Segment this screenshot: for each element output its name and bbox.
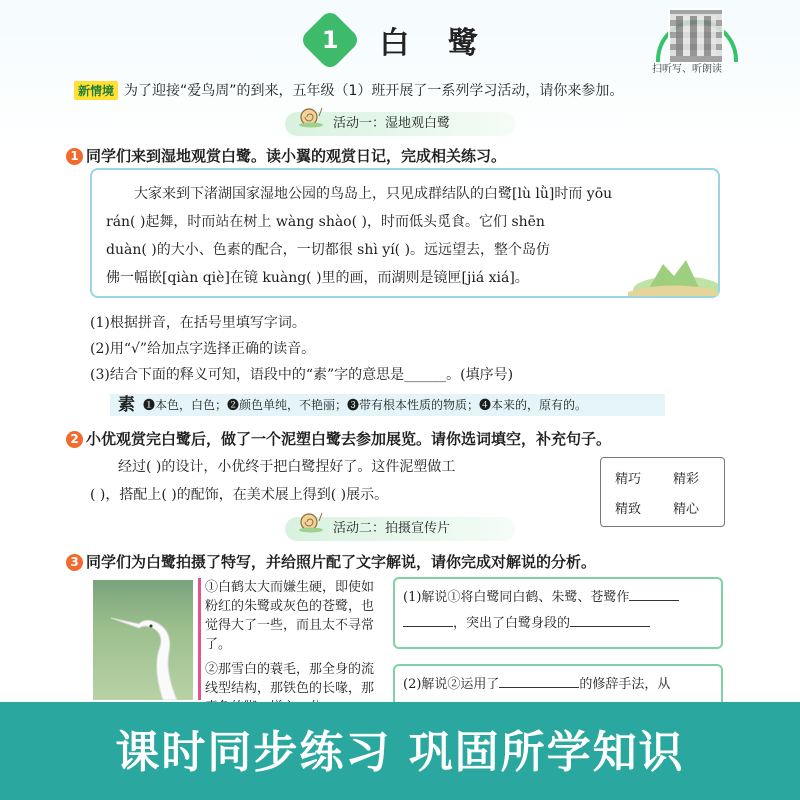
question-2-text: 小优观赏完白鹭后，做了一个泥塑白鹭去参加展览。请你选词填空，补充句子。 [86,430,612,448]
question-number-2: 2 [66,431,83,448]
analysis-1-part-b: ，突出了白鹭身段的 [453,616,571,631]
analysis-2-part-b: 的修辞手法，从 [579,677,671,692]
q1-sub-1: (1)根据拼音，在括号里填写字词。 [90,315,306,331]
egret-illustration [93,580,193,700]
question-number-3: 3 [66,554,83,571]
word-option: 精心 [673,502,700,517]
question-1-head [66,145,506,166]
definition-char: 素 [118,395,135,415]
scene-tag: 新情境 [74,81,118,100]
question-number-1: 1 [66,148,83,165]
q2-line-1: 经过( )的设计，小优终于把白鹭捏好了。这件泥塑做工 [118,459,456,475]
word-option: 精巧 [615,472,642,487]
passage-line: rán( )起舞，时而站在树上 wàng shào( )，时而低头觅食。它们 shēn [106,214,545,230]
hill-illustration [608,250,718,296]
question-1-text: 同学们来到湿地观赏白鹭。读小翼的观赏日记，完成相关练习。 [86,147,507,165]
word-option: 精致 [615,502,642,517]
scene-intro [74,80,623,100]
caption-1: ①白鹤太大而嫌生硬，即使如粉红的朱鹭或灰色的苍鹭，也觉得大了一些，而且太不寻常了。 [205,580,375,652]
qr-code[interactable] [668,8,724,64]
activity-banner-1 [285,112,515,136]
answer-blank[interactable] [629,600,679,601]
scene-text: 为了迎接“爱鸟周”的到来，五年级（1）班开展了一系列学习活动，请你来参加。 [124,83,624,99]
snail-icon [295,104,325,128]
q1-sub-3: (3)结合下面的释义可知，语段中的“素”字的意思是______。(填序号) [90,367,514,383]
lesson-number-badge: 1 [299,9,361,71]
question-2-head [66,428,611,449]
footer-slogan: 课时同步练习 巩固所学知识 [115,727,685,778]
analysis-2-part-a: (2)解说②运用了 [403,677,500,692]
qr-caption: 扫听写、听朗读 [652,64,722,75]
lesson-title: 白 鹭 [379,26,492,61]
passage-line: 大家来到下渚湖国家湿地公园的鸟岛上，只见成群结队的白鹭[lù lǜ]时而 yōu [134,186,613,202]
definition-line [110,394,665,416]
snail-icon [295,509,325,533]
answer-blank[interactable] [403,626,453,627]
word-option: 精彩 [673,472,700,487]
activity-banner-2 [285,517,515,541]
answer-blank[interactable] [570,626,650,627]
passage-line: 佛一幅嵌[qiàn qiè]在镜 kuàng( )里的画，而湖则是镜匣[jiá xiá]。 [106,270,529,286]
analysis-box-1 [393,577,723,649]
question-3-text: 同学们为白鹭拍摄了特写，并给照片配了文字解说，请你完成对解说的分析。 [86,553,597,571]
q1-sub-2: (2)用“√”给加点字选择正确的读音。 [90,341,316,357]
egret-photo [93,580,193,700]
diary-passage [90,168,720,298]
q2-line-2: ( )，搭配上( )的配饰，在美术展上得到( )展示。 [90,487,389,503]
question-3-head [66,551,596,572]
caption-2: ②那雪白的蓑毛，那全身的流线型结构，那铁色的长喙，那 [205,662,375,696]
activity-label-1: 活动一：湿地观白鹭 [333,116,451,131]
definition-text: ❶本色，白色；❷颜色单纯，不艳丽；❸带有根本性质的物质；❹本来的，原有的。 [143,398,588,412]
answer-blank[interactable] [499,687,579,688]
analysis-1-part-a: (1)解说①将白鹭同白鹤、朱鹭、苍鹭作 [403,590,630,605]
passage-line: duàn( )的大小、色素的配合，一切都很 shì yí( )。远远望去，整个岛仿 [106,242,551,258]
word-choice-box [600,457,725,527]
photo-caption-note [198,578,380,700]
activity-label-2: 活动二：拍摄宣传片 [333,521,451,536]
